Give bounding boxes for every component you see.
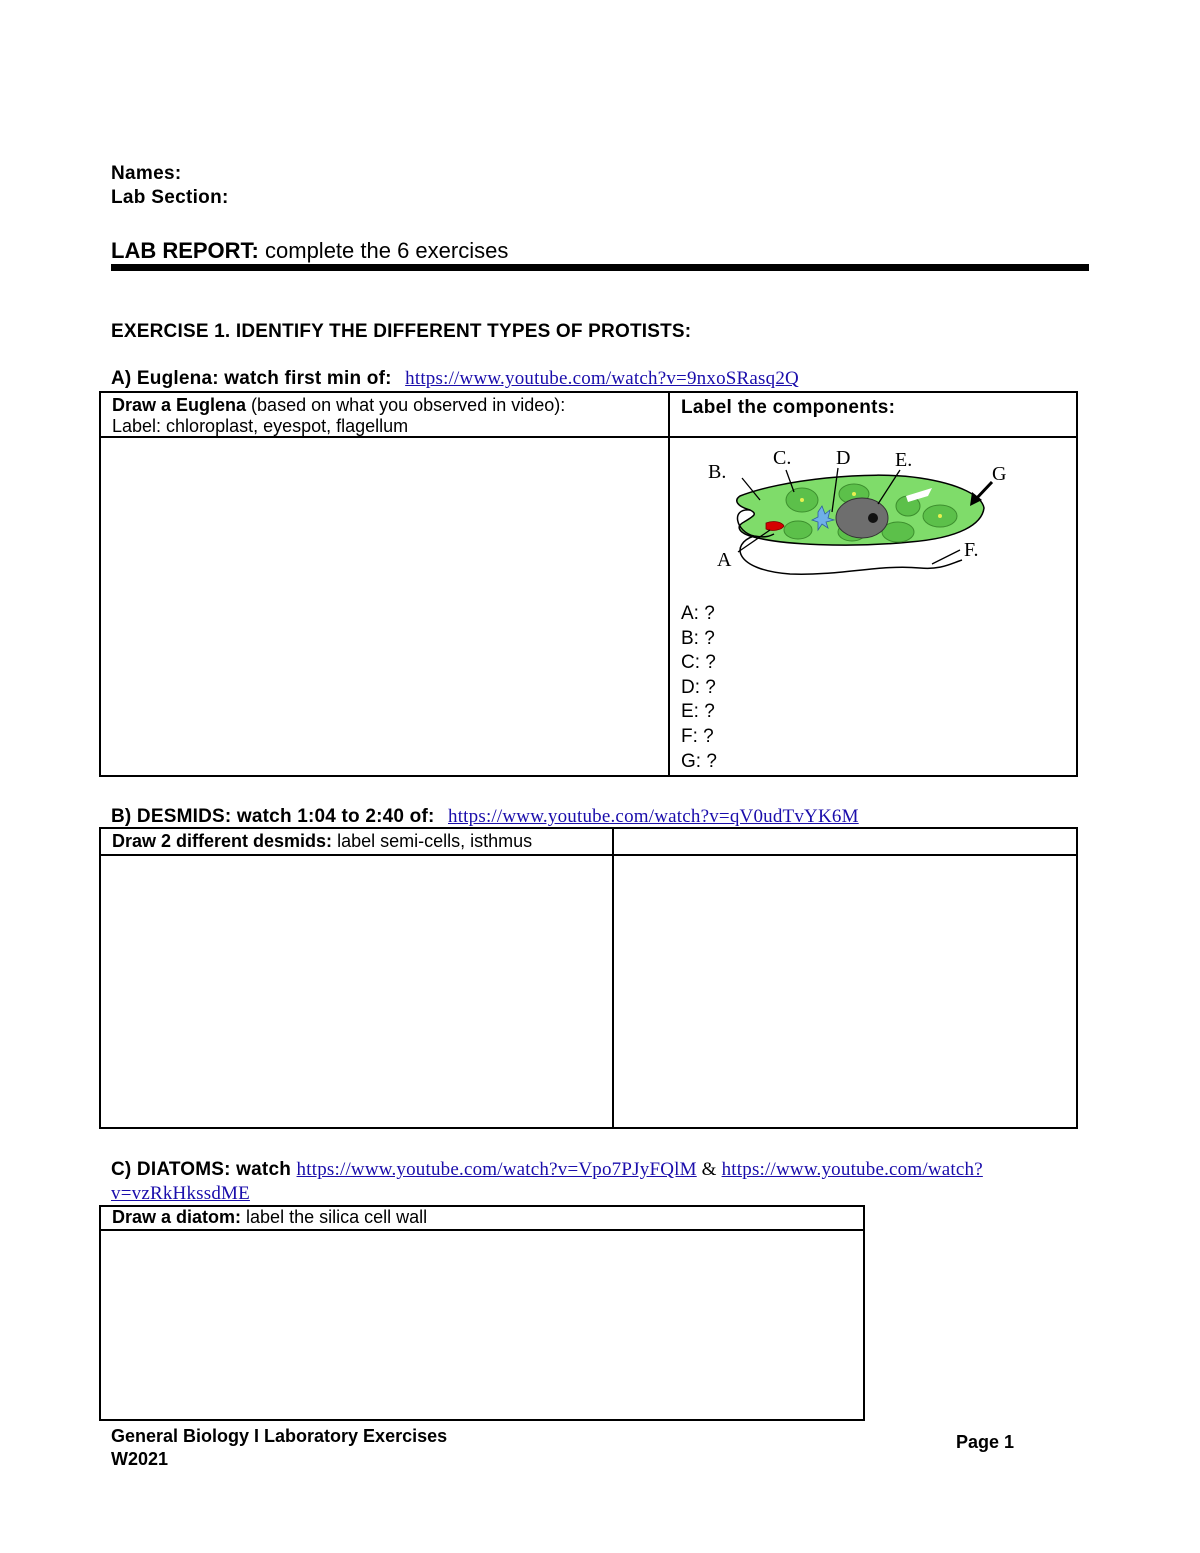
header-rule bbox=[111, 264, 1089, 271]
desmid-drawing-area-1[interactable] bbox=[100, 856, 611, 1127]
desmids-header-rest: label semi-cells, isthmus bbox=[332, 831, 533, 851]
footer-page-number: Page 1 bbox=[956, 1432, 1015, 1452]
desmids-header bbox=[112, 831, 532, 852]
euglena-diagram bbox=[670, 440, 1070, 580]
desmids-header-bold: Draw 2 different desmids: bbox=[112, 831, 333, 851]
answer-b[interactable]: B: ? bbox=[681, 627, 715, 649]
answer-c[interactable]: C: ? bbox=[681, 652, 716, 674]
report-title bbox=[111, 238, 508, 264]
euglena-left-header-rest: (based on what you observed in video): bbox=[246, 395, 566, 415]
euglena-left-header bbox=[112, 395, 565, 437]
euglena-right-header: Label the components: bbox=[681, 397, 896, 418]
answer-d[interactable]: D: ? bbox=[681, 676, 716, 698]
nucleus bbox=[836, 498, 888, 538]
diatoms-video-link-2-line2: v=vzRkHkssdME bbox=[111, 1183, 250, 1204]
answer-g[interactable]: G: ? bbox=[681, 750, 717, 772]
diatoms-link-separator: & bbox=[696, 1159, 722, 1180]
diagram-label-b: B. bbox=[708, 461, 727, 483]
diatoms-header-bold: Draw a diatom: bbox=[112, 1207, 242, 1227]
desmids-heading-text: B) DESMIDS: watch 1:04 to 2:40 of: bbox=[111, 806, 435, 827]
desmid-drawing-area-2[interactable] bbox=[614, 856, 1076, 1127]
lab-section-label: Lab Section: bbox=[111, 187, 229, 208]
answer-a[interactable]: A: ? bbox=[681, 603, 715, 624]
desmids-video-link[interactable]: https://www.youtube.com/watch?v=qV0udTvYK6M bbox=[448, 806, 859, 827]
euglena-left-header-line2: Label: chloroplast, eyespot, flagellum bbox=[112, 416, 409, 436]
pyrenoid bbox=[938, 514, 942, 518]
pyrenoid bbox=[852, 492, 856, 496]
report-title-rest: complete the 6 exercises bbox=[258, 238, 509, 263]
names-label: Names: bbox=[111, 163, 182, 184]
chloroplast bbox=[784, 521, 812, 539]
diatoms-header bbox=[112, 1207, 427, 1228]
diagram-label-a: A bbox=[717, 549, 732, 571]
footer-course: General Biology I Laboratory Exercises bbox=[111, 1426, 448, 1446]
euglena-video-link[interactable]: https://www.youtube.com/watch?v=9nxoSRasq2Q bbox=[405, 368, 799, 389]
euglena-heading bbox=[111, 368, 799, 390]
answer-f[interactable]: F: ? bbox=[681, 725, 714, 747]
diatoms-header-rest: label the silica cell wall bbox=[241, 1207, 428, 1227]
diatoms-video-link-2-line1: https://www.youtube.com/watch? bbox=[721, 1159, 983, 1180]
diagram-label-g: G bbox=[992, 463, 1007, 485]
nucleolus bbox=[868, 513, 878, 523]
diatoms-heading bbox=[111, 1158, 1086, 1206]
footer-term: W2021 bbox=[111, 1449, 169, 1469]
diatoms-heading-text: C) DIATOMS: watch bbox=[111, 1159, 292, 1180]
diagram-label-e: E. bbox=[895, 449, 913, 471]
diatom-drawing-area[interactable] bbox=[100, 1231, 863, 1419]
euglena-heading-text: A) Euglena: watch first min of: bbox=[111, 368, 392, 389]
diagram-label-d: D bbox=[836, 447, 851, 469]
diagram-label-c: C. bbox=[773, 447, 792, 469]
euglena-answers bbox=[681, 602, 717, 774]
diatoms-video-link-1[interactable]: https://www.youtube.com/watch?v=Vpo7PJyFQlM bbox=[296, 1159, 697, 1180]
desmids-heading bbox=[111, 806, 859, 828]
euglena-left-header-bold: Draw a Euglena bbox=[112, 395, 247, 415]
report-title-bold: LAB REPORT: bbox=[111, 238, 259, 263]
exercise1-title: EXERCISE 1. IDENTIFY THE DIFFERENT TYPES OF PROTISTS: bbox=[111, 321, 692, 342]
pyrenoid bbox=[800, 498, 804, 502]
diagram-label-f: F. bbox=[964, 539, 979, 561]
euglena-drawing-area[interactable] bbox=[100, 438, 667, 775]
answer-e[interactable]: E: ? bbox=[681, 701, 715, 723]
